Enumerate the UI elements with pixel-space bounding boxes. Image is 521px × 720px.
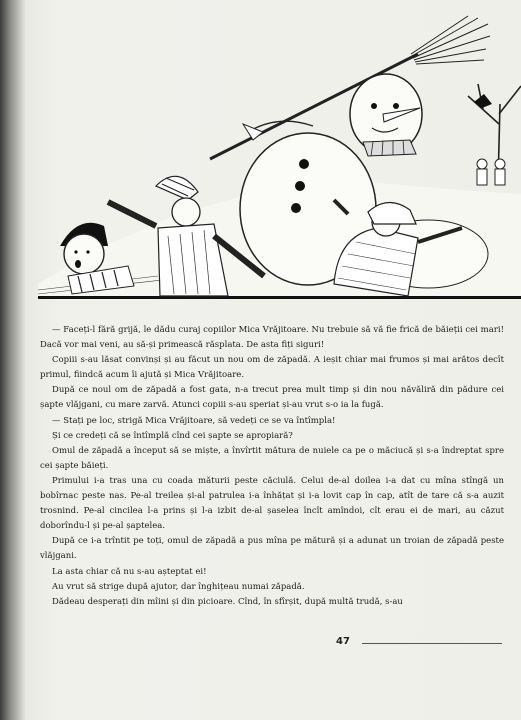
paragraph: La asta chiar că nu s-au așteptat ei! (52, 566, 207, 577)
footer-rule (362, 643, 502, 644)
paragraph: Omul de zăpadă a început să se miște, a învîrtit mătura de nuiele ca pe o măciucă și s-a îndreptat spre cei șapte băieți. (40, 445, 504, 471)
snowman-illustration (38, 14, 521, 299)
paragraph: Primului i-a tras una cu coada măturii peste căciulă. Celui de-al doilea i-a dat cu mîna stîngă un bobîrnac peste nas. Pe-al treilea și-al patrulea i-a înhățat și i-a lovit cap în cap, atît de tare că s-a auzit trosnind. Pe-al cincilea l-a prins și l-a izbit de-al șaselea încît amîndoi, cît erau ei de mari, au căzut doborîndu-l și pe-al șaptelea. (40, 475, 504, 532)
bird (474, 94, 492, 108)
paragraph: Au vrut să strige după ajutor, dar înghițeau numai zăpadă. (52, 581, 305, 592)
paragraph: — Stați pe loc, strigă Mica Vrăjitoare, să vedeți ce se va întîmpla! (52, 415, 336, 426)
page-number: 47 (336, 636, 350, 647)
paragraph: Dădeau desperați din mîini și din picioare. Cînd, în sfîrșit, după multă trudă, s-au (52, 596, 403, 607)
paragraph: După ce noul om de zăpadă a fost gata, n-a trecut prea mult timp și din nou năvăliră din pădure cei șapte vlăjgani, cu mare zarvă. Atunci copiii s-au speriat și-au vrut s-o ia la fugă. (40, 385, 504, 411)
page-footer (336, 636, 506, 652)
paragraph: — Faceți-l fără grijă, le dădu curaj copiilor Mica Vrăjitoare. Nu trebuie să vă fie frică de băieții cei mari! Dacă vor mai veni, au să-și primească răsplata. De asta fiți siguri! (40, 325, 504, 351)
paragraph: După ce i-a trîntit pe toți, omul de zăpadă a pus mîna pe mătură și a adunat un troian de zăpadă peste vlăjgani. (40, 536, 504, 562)
distant-children (477, 159, 505, 185)
paragraph: Copiii s-au lăsat convinși și au făcut un nou om de zăpadă. A ieșit chiar mai frumos și mai arătos decît primul, fiindcă acum îi ajută și Mica Vrăjitoare. (40, 355, 504, 381)
paragraph: Și ce credeți că se întîmplă cînd cei șapte se apropiară? (52, 430, 293, 441)
story-text (40, 323, 504, 610)
